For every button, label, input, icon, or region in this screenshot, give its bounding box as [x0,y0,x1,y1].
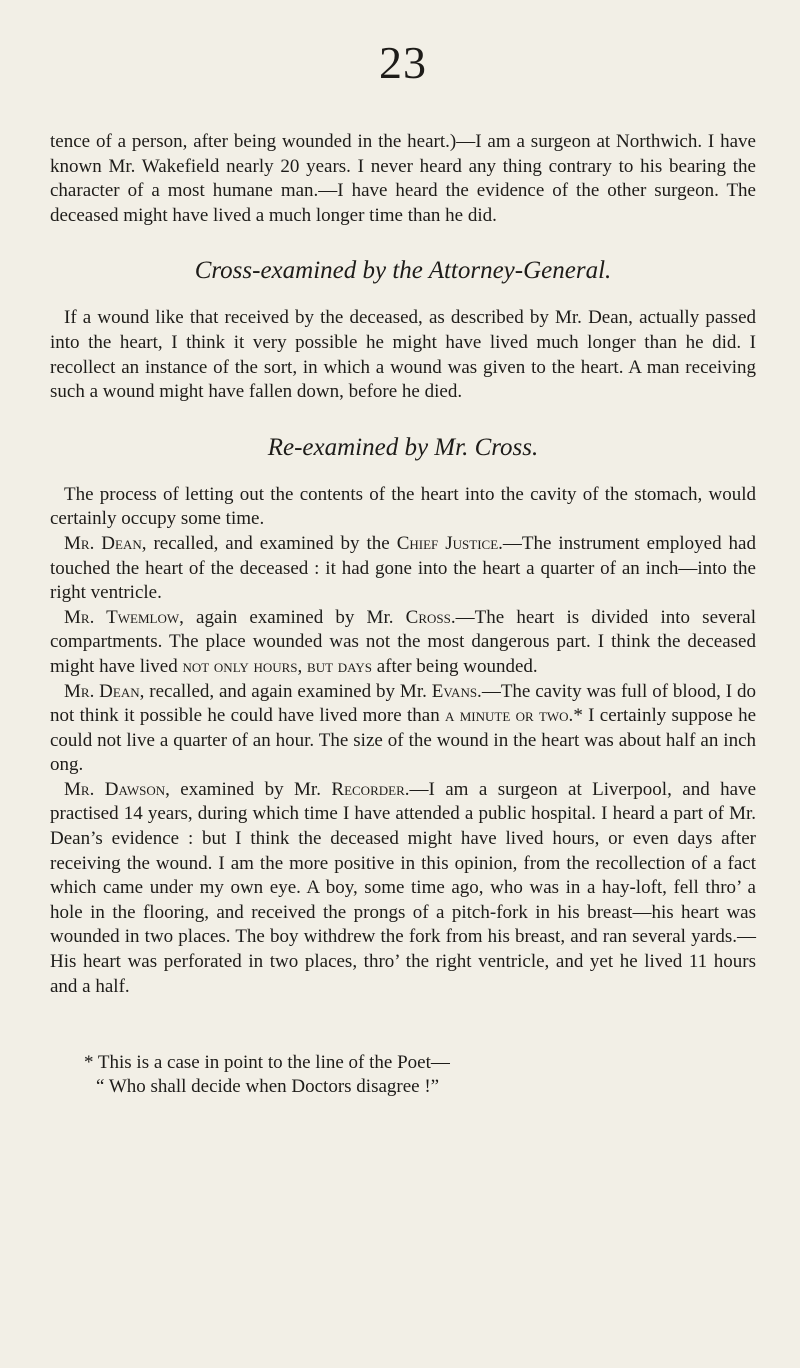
emphasis-text: a minute or two. [445,705,574,727]
witness-name: Mr. Twemlow, [64,606,184,628]
paragraph-dean-again: Mr. Dean, recalled, and again examined by Mr. Evans.—The cavity was full of blood, I do not think it possible he could have lived more than a minute or two.* I certainly suppose he could not live a quarter of an hour. The size of the wound in the heart was about half an inch ong. [50,680,756,776]
paragraph-cross-examination: If a wound like that received by the deceased, as described by Mr. Dean, actually passed into the heart, I think it very possible he might have lived much longer than he did. I recollect an instance of the sort, in which a wound was given to the heart. A man receiving such a wound might have fallen down, before he died. [50,307,756,403]
paragraph-testimony-wakefield: tence of a person, after being wounded in the heart.)—I am a surgeon at Northwich. I have known Mr. Wakefield nearly 20 years. I never heard any thing contrary to his bearing the character of a most humane man.—I have heard the evidence of the other surgeon. The deceased might have lived a much longer time than he did. [50,131,756,226]
paragraph-twemlow: Mr. Twemlow, again examined by Mr. Cross.—The heart is divided into several compartments. The place wounded was not the most dangerous part. I think the deceased might have lived not only hours, but days after being wounded. [50,606,756,677]
section-heading-cross-examined: Cross-examined by the Attorney-General. [194,257,612,285]
witness-name: Mr. Dean, [64,680,145,702]
paragraph-dawson: Mr. Dawson, examined by Mr. Recorder.—I am a surgeon at Liverpool, and have practised 14 years, during which time I have attended a public hospital. I heard a part of Mr. Dean’s evidence : but I think the deceased might have lived hours, or even days after receiving the wound. I am the more positive in this opinion, from the recollection of a fact which came under my own eye. A boy, some time ago, who was in a hay-loft, fell thro’ a hole in the flooring, and received the prongs of a pitch-fork in his breast—his heart was wounded in two places. The boy withdrew the fork from his breast, and ran several yards.—His heart was perforated in two places, thro’ the right ventricle, and yet he lived 11 hours and a half. [50,778,757,997]
emphasis-text: not only hours, but days [182,655,372,677]
witness-name: Mr. Dean, [64,532,147,554]
document-page [50,37,757,1099]
footnote-line-2: “ Who shall decide when Doctors disagree !” [96,1076,440,1098]
witness-name: Mr. Dawson, [64,778,170,800]
page-number: 23 [379,37,427,88]
footnote [50,1051,756,1099]
section-heading-re-examined: Re-examined by Mr. Cross. [267,433,539,461]
examiner-name: Evans. [431,680,482,702]
examiner-name: Recorder. [331,778,410,800]
examiner-name: Chief Justice. [396,532,503,554]
paragraph-re-examination: The process of letting out the contents of the heart into the cavity of the stomach, would certainly occupy some time. [50,483,756,530]
footnote-line-1: * This is a case in point to the line of the Poet— [84,1052,450,1074]
examiner-name: Cross. [405,606,456,628]
paragraph-dean-recalled: Mr. Dean, recalled, and examined by the Chief Justice.—The instrument employed had touched the heart of the deceased : it had gone into the heart a quarter of an inch—into the right ventricle. [50,532,756,604]
